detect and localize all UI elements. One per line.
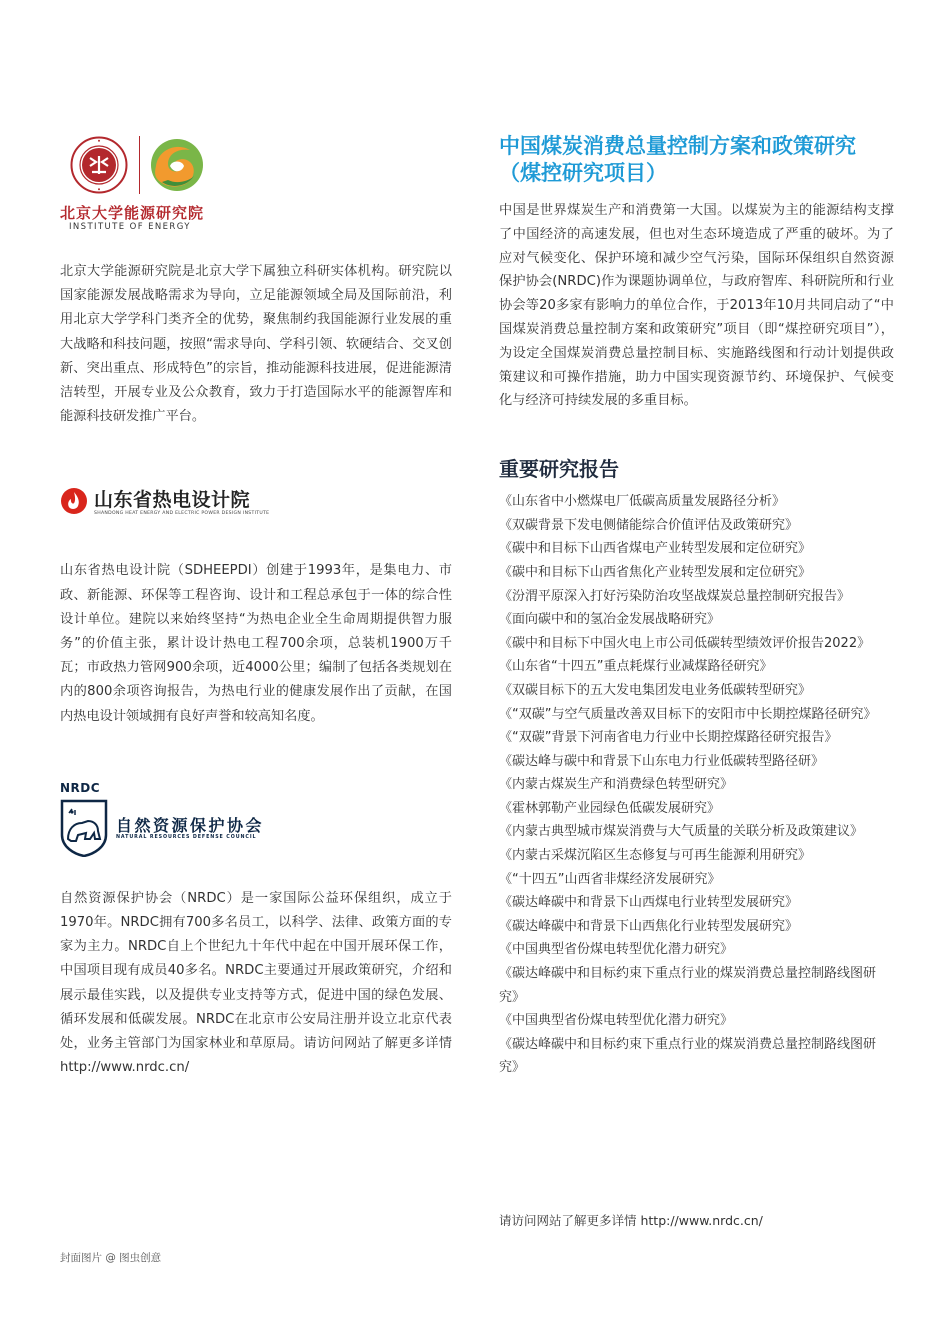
visit-website-text: 请访问网站了解更多详情 http://www.nrdc.cn/ — [499, 1213, 763, 1228]
report-item: 《碳中和目标下山西省煤电产业转型发展和定位研究》 — [499, 541, 812, 557]
cover-photo-credit: 封面图片 @ 图虫创意 — [60, 1252, 162, 1264]
report-item: 《“双碳”与空气质量改善双目标下的安阳市中长期控煤路径研究》 — [499, 706, 877, 722]
report-item: 《碳达峰碳中和目标约束下重点行业的煤炭消费总量控制路线图研究》 — [499, 1036, 877, 1076]
report-item: 《碳中和目标下山西省焦化产业转型发展和定位研究》 — [499, 564, 812, 580]
report-item: 《碳达峰碳中和目标约束下重点行业的煤炭消费总量控制路线图研究》 — [499, 966, 877, 1005]
report-item: 《汾渭平原深入打好污染防治攻坚战煤炭总量控制研究报告》 — [499, 588, 851, 604]
project-description: 中国是世界煤炭生产和消费第一大国。以煤炭为主的能源结构支撑了中国经济的高速发展，但也对生态环境造成了严重的破坏。为了应对气候变化、保护环境和减少空气污染，国际环保组织自然资源保护协会(NRDC)作为课题协调单位，与政府智库、科研院所和行业协会等20多家有影响力的单位合作，于2013年10月共同启动了“中国煤炭消费总量控制方案和政策研究”项目（即“煤控研究项目”），为设定全国煤炭消费总量控制目标、实施路线图和行动计划提供政策建议和可操作措施，助力中国实现资源节约、环境保护、气候变化与经济可持续发展的多重目标。 — [499, 203, 894, 409]
nrdc-description: 自然资源保护协会（NRDC）是一家国际公益环保组织，成立于1970年。NRDC拥有700多名员工，以科学、法律、政策方面的专家为主力。NRDC自上个世纪九十年代中起在中国开展环保工作，中国项目现有成员40多名。NRDC主要通过开展政策研究，介绍和展示最佳实践，以及提供专业支持等方式，促进中国的绿色发展、循环发展和低碳发展。NRDC在北京市公安局注册并设立北京代表处，业务主管部门为国家林业和草原局。请访问网站了解更多详情 http://www.nrdc.cn/ — [60, 890, 452, 1076]
project-title-line2: （煤控研究项目） — [499, 161, 667, 185]
reports-title: 重要研究报告 — [499, 457, 619, 482]
project-title — [499, 133, 894, 187]
left-column — [60, 130, 452, 1080]
report-item: 《中国典型省份煤电转型优化潜力研究》 — [499, 1013, 734, 1029]
report-list — [499, 490, 894, 1080]
report-item: 《中国典型省份煤电转型优化潜力研究》 — [499, 942, 734, 958]
report-item: 《内蒙古典型城市煤炭消费与大气质量的关联分析及政策建议》 — [499, 824, 864, 840]
right-column — [499, 133, 894, 1080]
report-item: 《碳达峰与碳中和背景下山东电力行业低碳转型路径研》 — [499, 753, 825, 769]
peking-university-seal-icon — [70, 136, 128, 194]
report-item: 《内蒙古煤炭生产和消费绿色转型研究》 — [499, 777, 734, 793]
report-item: 《面向碳中和的氢冶金发展战略研究》 — [499, 612, 721, 628]
sdheepdi-description: 山东省热电设计院（SDHEEPDI）创建于1993年，是集电力、市政、新能源、环保等工程咨询、设计和工程总承包于一体的综合性设计单位。建院以来始终坚持“为热电企业全生命周期提供智力服务”的价值主张，累计设计热电工程700余项，总装机1900万千瓦；市政热力管网900余项，近4000公里；编制了包括各类规划在内的800余项咨询报告，为热电行业的健康发展作出了贡献，在国内热电设计领域拥有良好声誉和较高知名度。 — [60, 563, 452, 724]
pku-description: 北京大学能源研究院是北京大学下属独立科研实体机构。研究院以国家能源发展战略需求为导向，立足能源领域全局及国际前沿，利用北京大学学科门类齐全的优势，聚焦制约我国能源行业发展的重大战略和科技问题，按照“需求导向、学科引领、软硬结合、交叉创新、突出重点、形成特色”的宗旨，推动能源科技进展，促进能源清洁转型，开展专业及公众教育，致力于打造国际水平的能源智库和能源科技研发推广平台。 — [60, 264, 452, 425]
report-item: 《双碳目标下的五大发电集团发电业务低碳转型研究》 — [499, 682, 812, 698]
pku-energy-name: 北京大学能源研究院 — [60, 204, 205, 222]
nrdc-logo — [60, 781, 452, 859]
report-item: 《碳达峰碳中和背景下山西焦化行业转型发展研究》 — [499, 918, 799, 934]
sdheepdi-logo — [60, 485, 452, 525]
report-item: 《“十四五”山西省非煤经济发展研究》 — [499, 871, 721, 887]
nrdc-name: 自然资源保护协会 — [116, 815, 265, 835]
report-item: 《山东省中小燃煤电厂低碳高质量发展路径分析》 — [499, 494, 786, 510]
report-item: 《“双碳”背景下河南省电力行业中长期控煤路径研究报告》 — [499, 730, 838, 746]
sdheepdi-name-en: SHANDONG HEAT ENERGY AND ELECTRIC POWER DESIGN INSTITUTE — [94, 511, 270, 517]
nrdc-short-name: NRDC — [60, 780, 101, 795]
nrdc-name-en: NATURAL RESOURCES DEFENSE COUNCIL — [116, 834, 257, 840]
logo-divider — [139, 136, 140, 194]
report-item: 《碳中和目标下中国火电上市公司低碳转型绩效评价报告2022》 — [499, 635, 871, 651]
pku-energy-logo — [60, 130, 452, 234]
pku-energy-name-en: INSTITUTE OF ENERGY — [69, 222, 191, 232]
energy-swirl-icon — [148, 136, 206, 194]
report-item: 《山东省“十四五”重点耗煤行业减煤路径研究》 — [499, 659, 773, 675]
flame-icon — [60, 487, 88, 515]
report-item: 《内蒙古采煤沉陷区生态修复与可再生能源利用研究》 — [499, 848, 812, 864]
project-title-line1: 中国煤炭消费总量控制方案和政策研究 — [499, 134, 856, 158]
polar-bear-icon — [60, 799, 108, 857]
report-item: 《霍林郭勒产业园绿色低碳发展研究》 — [499, 800, 721, 816]
sdheepdi-name: 山东省热电设计院 — [94, 489, 251, 512]
report-item: 《碳达峰碳中和背景下山西煤电行业转型发展研究》 — [499, 895, 799, 911]
report-item: 《双碳背景下发电侧储能综合价值评估及政策研究》 — [499, 517, 799, 533]
